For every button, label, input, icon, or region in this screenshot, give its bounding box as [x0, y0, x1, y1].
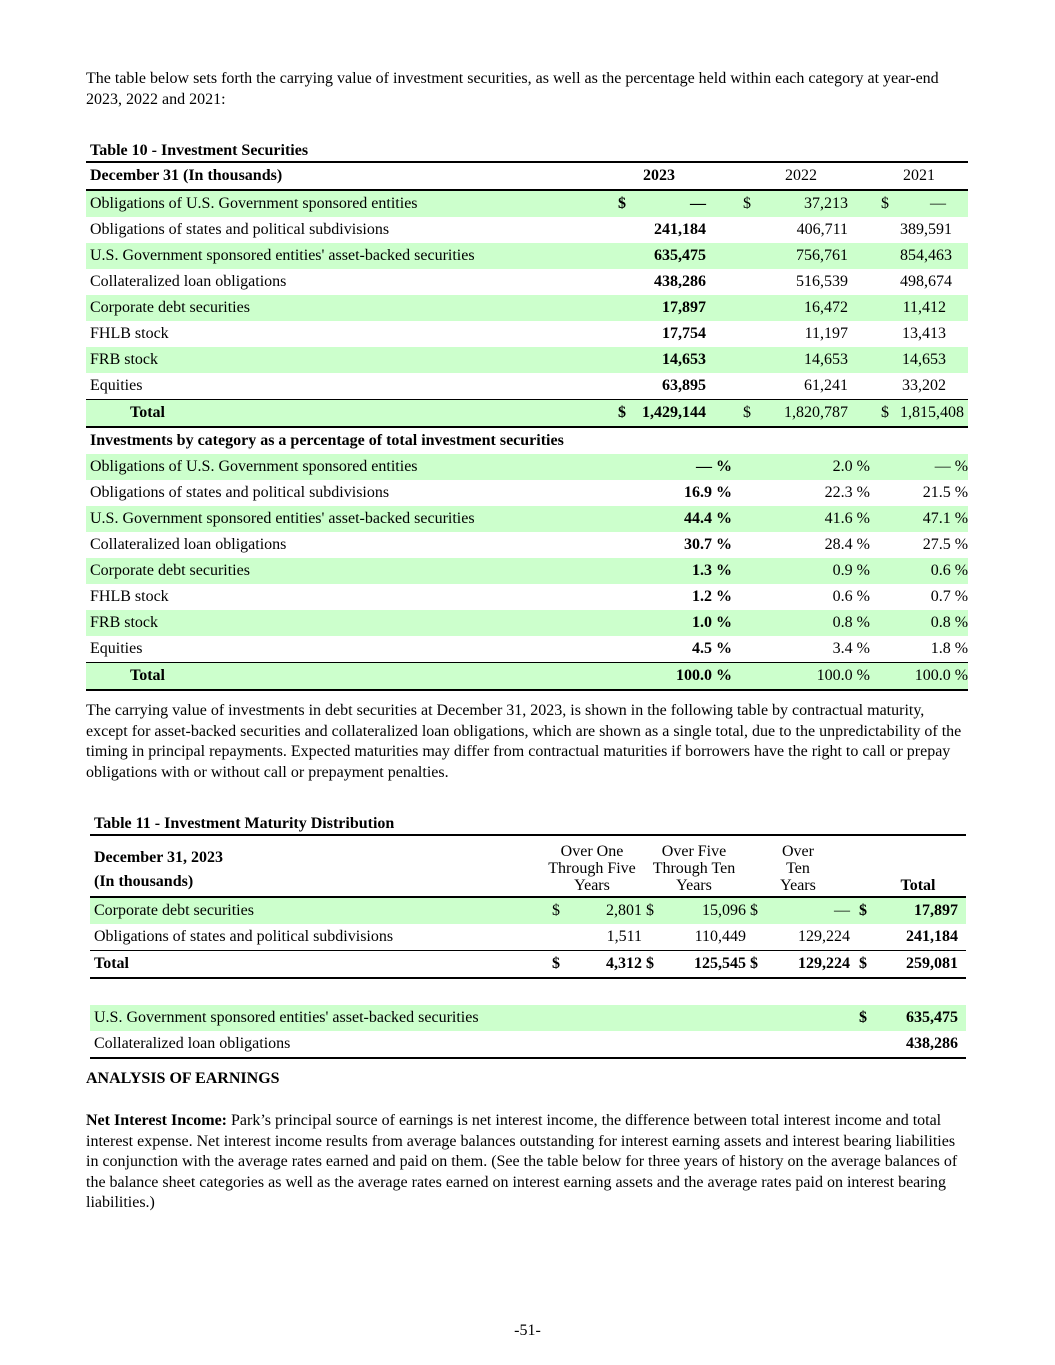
pct-2022: 41.6 %: [732, 506, 870, 532]
table-11-total-col2: 125,545: [658, 951, 746, 979]
row-label: Obligations of states and political subdivisions: [94, 928, 394, 945]
table-11-total-col3: 129,224: [762, 951, 850, 979]
value-2022: 61,241: [804, 377, 848, 394]
table-10-investment-securities: [86, 137, 968, 691]
row-label: Collateralized loan obligations: [90, 1031, 850, 1058]
dollar-sign: $: [642, 897, 658, 924]
row-label: Collateralized loan obligations: [90, 536, 287, 553]
dollar-sign: [746, 924, 762, 951]
table-row: [86, 217, 968, 243]
table-row: [86, 321, 968, 347]
table-11-header-col3-line3: Years: [780, 877, 816, 894]
value-2021: —: [900, 190, 968, 217]
pct-2023: 30.7 %: [684, 536, 732, 553]
pct-2021: 1.8 %: [930, 640, 969, 657]
value-col3: 129,224: [798, 928, 850, 945]
table-10-header-2022: 2022: [732, 162, 870, 190]
pct-2023: 1.0 %: [612, 610, 732, 636]
intro-paragraph: The table below sets forth the carrying value of investment securities, as well as the percentage held within each category at year-end 2023, 2022 and 2021:: [86, 70, 939, 108]
table-row: [86, 480, 968, 506]
value-total: 241,184: [906, 928, 958, 945]
dollar-sign: $: [850, 1005, 876, 1031]
dollar-sign: [732, 217, 762, 243]
table-10-total-2022: 1,820,787: [762, 400, 848, 428]
dollar-sign: $: [732, 190, 762, 217]
row-label: Corporate debt securities: [86, 558, 612, 584]
table-11-header-col1: [542, 835, 642, 897]
value-2021: 389,591: [900, 221, 952, 238]
table-row: [86, 243, 968, 269]
value-2023: 17,754: [662, 325, 706, 342]
table-10-pct-header: Investments by category as a percentage of total investment securities: [90, 432, 564, 449]
page-number: -51-: [514, 1322, 541, 1339]
maturity-paragraph: The carrying value of investments in debt securities at December 31, 2023, is shown in the following table by contractual maturity, except for asset-backed securities and collateralized loan obligations, which are shown as a single total, due to the unpredictability of the timing in principal repayments. Expected maturities may differ from contractual maturities if borrowers have the right to call or prepay obligations with or without call or prepayment penalties.: [86, 702, 962, 781]
table-10-total-dollar-2022: $: [732, 400, 762, 428]
pct-2022: 0.9 %: [732, 558, 870, 584]
table-row: [86, 295, 968, 321]
pct-2022: 22.3 %: [824, 484, 870, 501]
table-10-pct-total-label: Total: [86, 663, 612, 691]
dollar-sign: [870, 217, 900, 243]
dollar-sign: [612, 347, 632, 373]
table-10-total-2021: 1,815,408: [900, 400, 968, 428]
table-row: [86, 558, 968, 584]
table-11-header-col3-line1: Over: [782, 843, 814, 860]
dollar-sign: $: [746, 897, 762, 924]
dollar-sign: [612, 243, 632, 269]
row-label: FRB stock: [86, 610, 612, 636]
value-2022: 756,761: [762, 243, 848, 269]
value-2022: 406,711: [796, 221, 848, 238]
section-heading: ANALYSIS OF EARNINGS: [86, 1070, 280, 1087]
table-row: [86, 610, 968, 636]
table-11-header-col3-line2: Ten: [786, 860, 810, 877]
value-2021: 498,674: [900, 273, 952, 290]
pct-2021: 0.6 %: [870, 558, 968, 584]
table-row: [86, 506, 968, 532]
table-10-pct-total-2023: 100.0 %: [612, 663, 732, 691]
value-2023: 17,897: [632, 295, 706, 321]
net-interest-income-text: Park’s principal source of earnings is net interest income, the difference between total interest income and total interest expense. Net interest income results from average balances outstanding for interest earning assets and interest bearing liabilities in conjunction with the average rates earned and paid on them. (See the table below for three years of history on the average balances of the balance sheet categories as well as the average rates earned on interest earning assets and the average rates paid on interest bearing liabilities.): [86, 1112, 958, 1211]
value-2021: 14,653: [900, 347, 968, 373]
row-label: Corporate debt securities: [90, 897, 542, 924]
value-total: 17,897: [876, 897, 966, 924]
net-interest-income-paragraph: [86, 1111, 968, 1214]
value-2022: 11,197: [804, 325, 848, 342]
dollar-sign: [732, 321, 762, 347]
value-2022: 37,213: [762, 190, 848, 217]
dollar-sign: [732, 269, 762, 295]
dollar-sign: [870, 243, 900, 269]
pct-2023: — %: [612, 454, 732, 480]
table-10-title: Table 10 - Investment Securities: [90, 142, 309, 159]
table-10-total-2023: 1,429,144: [632, 400, 706, 428]
dollar-sign: [850, 924, 876, 951]
row-label: FRB stock: [86, 347, 612, 373]
table-11-total-label: Total: [90, 951, 542, 979]
table-11-header-col3: [746, 835, 850, 897]
table-11-title: Table 11 - Investment Maturity Distribution: [94, 815, 395, 832]
table-11-header-col1-line3: Years: [574, 877, 610, 894]
row-label: Obligations of states and political subdivisions: [90, 221, 390, 238]
table-11-header-col2-line1: Over Five: [661, 843, 727, 860]
value-col1: 1,511: [606, 928, 642, 945]
pct-2022: 28.4 %: [824, 536, 870, 553]
pct-2021: 0.8 %: [870, 610, 968, 636]
table-row: [86, 190, 968, 217]
row-label: Corporate debt securities: [86, 295, 612, 321]
table-11-total-dollar-1: $: [542, 951, 570, 979]
table-11-header-total: Total: [850, 835, 966, 897]
table-10-total-label: Total: [86, 400, 612, 428]
pct-2023: 4.5 %: [692, 640, 732, 657]
dollar-sign: [612, 217, 632, 243]
value-total: 438,286: [876, 1031, 966, 1058]
row-label: U.S. Government sponsored entities' asset-backed securities: [86, 506, 612, 532]
table-11-header-col2: [642, 835, 746, 897]
value-2023: —: [632, 190, 706, 217]
table-11-total-col1: 4,312: [570, 951, 642, 979]
dollar-sign: [870, 347, 900, 373]
pct-2022: 3.4 %: [832, 640, 870, 657]
table-10-pct-total-2021: 100.0 %: [870, 663, 968, 691]
value-col2: 15,096: [658, 897, 746, 924]
table-11-total-col4: 259,081: [876, 951, 966, 979]
table-10-total-dollar-2023: $: [612, 400, 632, 428]
dollar-sign: [612, 373, 632, 400]
table-row: [86, 269, 968, 295]
row-label: Obligations of states and political subdivisions: [90, 484, 390, 501]
table-row: [86, 532, 968, 558]
pct-2023: 1.3 %: [612, 558, 732, 584]
dollar-sign: [612, 321, 632, 347]
pct-2023: 16.9 %: [684, 484, 732, 501]
dollar-sign: [542, 924, 570, 951]
table-row: [90, 897, 966, 924]
dollar-sign: [732, 347, 762, 373]
table-11-total-dollar-3: $: [746, 951, 762, 979]
dollar-sign: [642, 924, 658, 951]
table-row: [86, 347, 968, 373]
table-row: [86, 636, 968, 663]
value-2022: 16,472: [762, 295, 848, 321]
dollar-sign: [732, 295, 762, 321]
dollar-sign: [850, 1031, 876, 1058]
value-col3: —: [762, 897, 850, 924]
value-2021: 854,463: [900, 243, 968, 269]
table-11-total-dollar-2: $: [642, 951, 658, 979]
pct-2023: 44.4 %: [612, 506, 732, 532]
pct-2021: 47.1 %: [870, 506, 968, 532]
pct-2021: 21.5 %: [922, 484, 969, 501]
pct-2021: — %: [870, 454, 968, 480]
value-2022: 14,653: [762, 347, 848, 373]
table-11-header-col1-line1: Over One: [560, 843, 624, 860]
value-2022: 516,539: [796, 273, 848, 290]
table-row: [86, 584, 968, 610]
dollar-sign: $: [612, 190, 632, 217]
value-2023: 63,895: [662, 377, 706, 394]
table-11-header-col1-line2: Through Five: [548, 860, 636, 877]
table-row: [86, 454, 968, 480]
row-label: U.S. Government sponsored entities' asset-backed securities: [90, 1005, 850, 1031]
table-10-header-label: December 31 (In thousands): [86, 162, 612, 190]
table-11-total-dollar-4: $: [850, 951, 876, 979]
dollar-sign: [612, 269, 632, 295]
table-row: [90, 1031, 966, 1058]
table-11-header-col2-line3: Years: [676, 877, 712, 894]
table-11-maturity-distribution: [90, 810, 966, 1059]
table-row: [86, 373, 968, 400]
value-2021: 13,413: [902, 325, 947, 342]
pct-2022: 0.8 %: [732, 610, 870, 636]
pct-2022: 0.6 %: [832, 588, 870, 605]
table-11-header-col2-line2: Through Ten: [652, 860, 736, 877]
table-10-header-2023: 2023: [612, 162, 732, 190]
value-col2: 110,449: [694, 928, 746, 945]
value-col1: 2,801: [570, 897, 642, 924]
value-2023: 438,286: [654, 273, 706, 290]
dollar-sign: [870, 373, 900, 400]
row-label: Collateralized loan obligations: [90, 273, 287, 290]
table-11-header-date: December 31, 2023: [94, 849, 223, 866]
net-interest-income-label: Net Interest Income:: [86, 1112, 227, 1129]
row-label: FHLB stock: [90, 588, 169, 605]
value-2023: 241,184: [654, 221, 706, 238]
table-10-header-2021: 2021: [870, 162, 968, 190]
pct-2023: 1.2 %: [692, 588, 732, 605]
pct-2022: 2.0 %: [732, 454, 870, 480]
dollar-sign: [732, 373, 762, 400]
row-label: Equities: [90, 640, 143, 657]
row-label: Equities: [90, 377, 143, 394]
value-total: 635,475: [876, 1005, 966, 1031]
dollar-sign: [870, 269, 900, 295]
value-2023: 14,653: [632, 347, 706, 373]
dollar-sign: [870, 295, 900, 321]
value-2023: 635,475: [632, 243, 706, 269]
table-row: [90, 924, 966, 951]
dollar-sign: $: [542, 897, 570, 924]
dollar-sign: $: [850, 897, 876, 924]
table-10-pct-total-2022: 100.0 %: [732, 663, 870, 691]
pct-2021: 27.5 %: [922, 536, 969, 553]
table-10-total-dollar-2021: $: [870, 400, 900, 428]
value-2021: 11,412: [900, 295, 968, 321]
dollar-sign: [732, 243, 762, 269]
dollar-sign: $: [870, 190, 900, 217]
value-2021: 33,202: [902, 377, 947, 394]
table-11-header-units: (In thousands): [94, 873, 194, 890]
dollar-sign: [612, 295, 632, 321]
row-label: FHLB stock: [90, 325, 169, 342]
row-label: Obligations of U.S. Government sponsored entities: [86, 190, 612, 217]
pct-2021: 0.7 %: [930, 588, 969, 605]
table-row: [90, 1005, 966, 1031]
row-label: Obligations of U.S. Government sponsored entities: [86, 454, 612, 480]
row-label: U.S. Government sponsored entities' asset-backed securities: [86, 243, 612, 269]
dollar-sign: [870, 321, 900, 347]
